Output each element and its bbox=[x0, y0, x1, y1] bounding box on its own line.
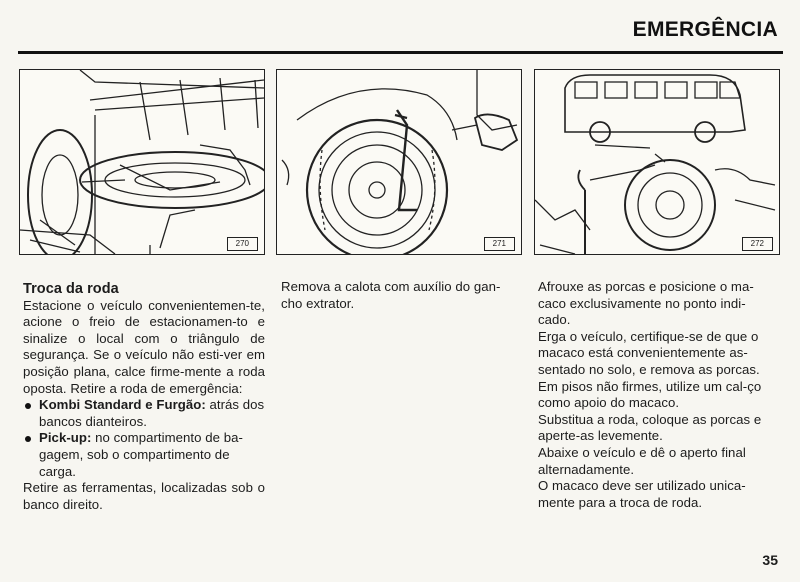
figure-272 bbox=[534, 69, 780, 255]
instruction-paragraph: Substitua a roda, coloque as porcas e aperte-as levemente. bbox=[538, 411, 762, 444]
list-item bbox=[23, 397, 265, 430]
figure-271 bbox=[276, 69, 522, 255]
text-column-3 bbox=[538, 279, 778, 511]
spare-wheel-illustration bbox=[20, 70, 264, 254]
bullet-text: atrás dos bancos dianteiros. bbox=[39, 397, 265, 429]
text-column-1 bbox=[23, 281, 265, 513]
instructions-intro: Estacione o veículo convenientemen-te, acione o freio de estacionamen-to e sinalize o local com o triângulo de segurança. Se o veículo não esti-ver em posição plana, calce firme-mente a roda oposta. Retire a roda de emergência: bbox=[23, 297, 265, 396]
bullet-label: Kombi Standard e Furgão: bbox=[39, 397, 206, 413]
bullet-label: Pick-up: bbox=[39, 430, 92, 446]
kombi-jack-illustration bbox=[535, 70, 779, 254]
bullet-list bbox=[23, 397, 265, 480]
instruction-paragraph: Erga o veículo, certifique-se de que o macaco está convenientemente as-sentado no solo, e remova as porcas. bbox=[538, 328, 760, 377]
page-number: 35 bbox=[762, 552, 778, 568]
figure-number: 270 bbox=[227, 237, 258, 251]
figure-number: 271 bbox=[484, 237, 515, 251]
hubcap-removal-illustration bbox=[277, 70, 521, 254]
header-rule bbox=[18, 51, 783, 54]
instruction-paragraph: O macaco deve ser utilizado unica-mente para a troca de roda. bbox=[538, 478, 746, 510]
text-column-2 bbox=[281, 279, 521, 312]
section-title: EMERGÊNCIA bbox=[632, 18, 778, 41]
instructions-outro: Retire as ferramentas, localizadas sob o banco direito. bbox=[23, 480, 265, 512]
instructions-text: Remova a calota com auxílio do gan-cho extrator. bbox=[281, 279, 501, 311]
instruction-paragraph: Afrouxe as porcas e posicione o ma-caco exclusivamente no ponto indi-cado. bbox=[538, 279, 754, 328]
figure-270 bbox=[19, 69, 265, 255]
list-item bbox=[23, 430, 265, 480]
section-heading: Troca da roda bbox=[23, 281, 119, 297]
instruction-paragraph: Em pisos não firmes, utilize um cal-ço como apoio do macaco. bbox=[538, 378, 762, 411]
figure-number: 272 bbox=[742, 237, 773, 251]
instruction-paragraph: Abaixe o veículo e dê o aperto final alternadamente. bbox=[538, 444, 746, 477]
bullet-text: no compartimento de ba-gagem, sob o compartimento de carga. bbox=[39, 430, 243, 479]
